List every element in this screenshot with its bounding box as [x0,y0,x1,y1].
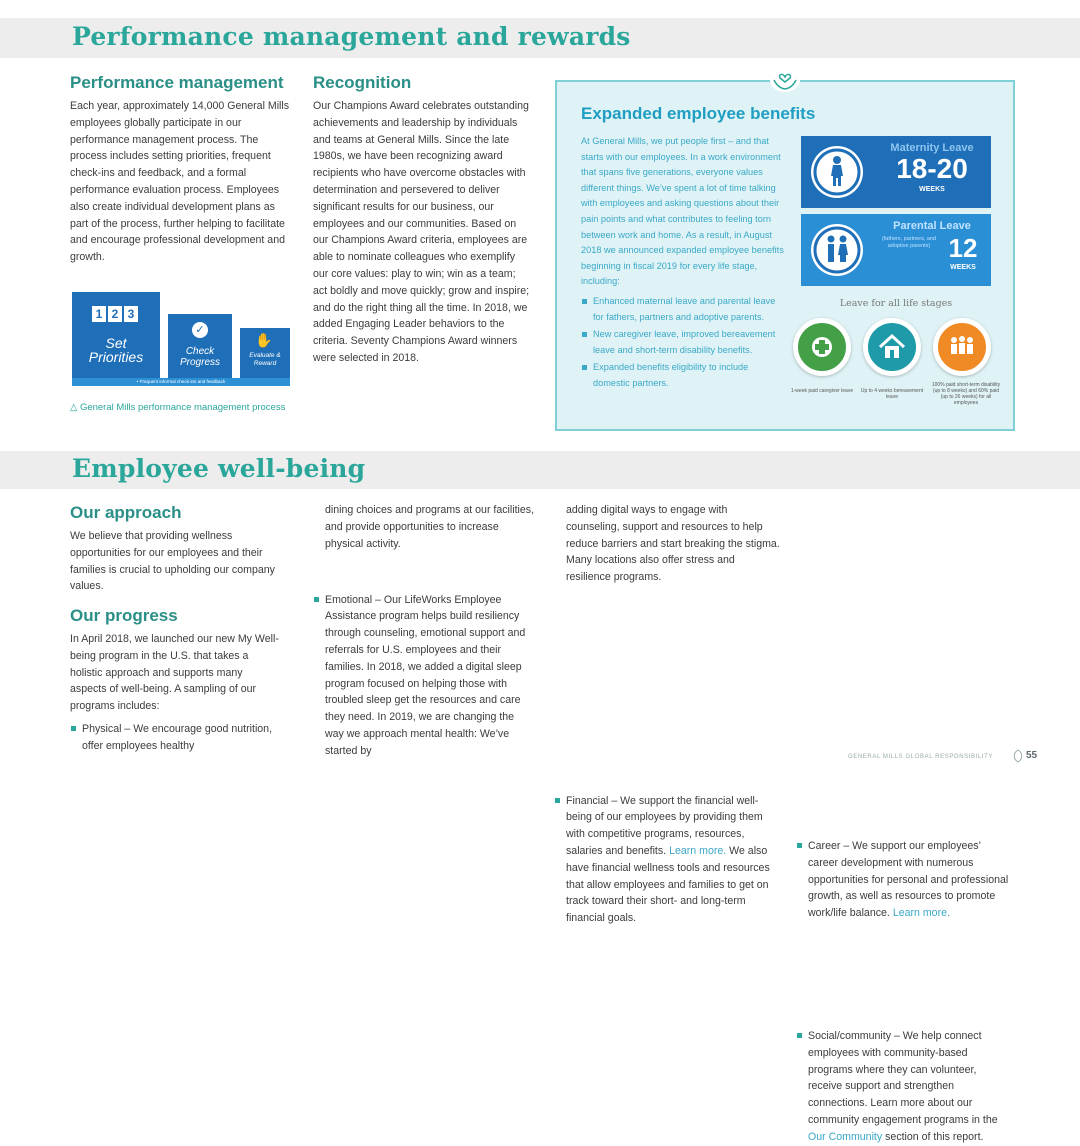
footer-text: GENERAL MILLS GLOBAL RESPONSIBILITY [848,754,993,760]
check-label-line1: Check [185,346,215,357]
number-tiles [92,306,138,322]
set-label-line1: Set [105,335,127,351]
life-stages-label: Leave for all life stages [839,298,953,309]
medical-cross-icon [793,318,851,376]
page-number: 55 [1026,750,1038,761]
emotional-continuation: adding digital ways to engage with counseling, support and resources to help reduce barriers and start breaking the stigma. Many locations also offer stress and resilience programs. [566,504,780,584]
set-priorities-label [72,336,160,364]
graphic-caption: △ General Mills performance management process [70,402,286,413]
heading-our-approach: Our approach [70,503,182,522]
benefits-bullet: Enhanced maternal leave and parental leave for fathers, partners and adoptive parents. [581,294,781,325]
evaluate-reward-card [240,328,290,382]
bullet-career [796,838,1010,922]
bullet-emotional: Emotional – Our LifeWorks Employee Assistance program helps build resiliency through counseling, emotional support and referrals for U.S. employees and their families. In 2018, we added a digital sleep program focused on helping those with troubled sleep get the resources and care they need. In 2019, we are changing the way we approach mental health: We’ve started by [313,592,535,760]
parental-value: 12 [948,233,978,263]
feedback-strip: • Frequent informal check-ins and feedback [72,378,290,386]
house-icon [863,318,921,376]
people-group-icon [933,318,991,376]
tile-2: 2 [108,306,122,322]
recognition-body: Our Champions Award celebrates outstanding achievements and leadership by individuals and teams at General Mills. Since the late 1980s, we have been recognizing award recipients who have overcome obstacles with determination and persevered to deliver significant results for our business, our employees and our communities. Based on our Champions Award criteria, employees are able to nominate colleagues who exemplify our core values: play to win; win as a team; act boldly and move quickly; grow and inspire; and do the right thing all the time. In 2018, we added Engaging Leader behaviors to the criteria. Seventy Champions Award winners were selected in 2018. [313,100,530,364]
career-learn-more-link[interactable]: Learn more. [892,907,950,920]
disability-caption: 100% paid short-term disability (up to 8 weeks) and 60% paid (up to 26 weeks) for all employees [931,382,1001,406]
parental-sub: (fathers, partners, and adoptive parents) [881,236,937,249]
progress-body: In April 2018, we launched our new My Well-being program in the U.S. that takes a holistic approach and supports many aspects of well-being. A sampling of our programs includes: [70,633,279,713]
section-title-wellbeing: Employee well-being [72,454,366,483]
check-progress-label [168,346,232,368]
social-text-cont: section of this report. [885,1130,984,1143]
benefits-box [555,80,1015,431]
section-title-performance: Performance management and rewards [72,22,631,51]
financial-text: Financial – We support the financial well-being of our employees by providing them with competitive programs, resources, salaries and benefits. [566,794,763,857]
financial-text-cont: We also have financial wellness tools and resources that allow employees and families to get on track toward their short- and long-term financial goals. [566,844,770,925]
maternity-label: Maternity Leave [890,142,974,154]
heading-recognition: Recognition [313,73,412,92]
tile-3: 3 [124,306,138,322]
evaluate-reward-label [240,352,290,368]
caregiver-caption: 1-week paid caregiver leave [790,388,854,394]
parental-icon-circle [811,224,863,276]
benefits-bullet-list [581,294,781,392]
heart-hands-icon [770,68,800,92]
set-label-line2: Priorities [88,349,144,365]
cross-inner [812,337,832,357]
parents-icon [811,224,863,276]
performance-body: Each year, approximately 14,000 General Mills employees globally participate in our performance management process. The process includes setting priorities, frequent check-ins and feedback, and a formal performance evaluation process. Employees also create individual development plans as part of the process, further helping to facilitate and encourage professional development and growth. [70,100,290,264]
benefits-bullet: Expanded benefits eligibility to include domestic partners. [581,360,781,391]
handshake-icon: ✋ [255,332,273,348]
bullet-social [796,1028,1010,1146]
check-icon: ✓ [192,322,208,338]
benefits-intro: At General Mills, we put people first – and that starts with our employees. In a work environment that spans five generations, everyone values different things. We’ve spent a lot of time talking with employees and asking questions about their pain points and what contributes to feeling torn between work and home. As a result, in August 2018 we announced expanded employee benefits beginning in fiscal 2019 for every life stage, including: [581,136,784,287]
bullet-financial [554,793,780,927]
maternity-value: 18-20 [896,153,968,184]
pregnant-woman-icon [811,146,863,198]
eval-label-line2: Reward [253,360,277,367]
financial-learn-more-link[interactable]: Learn more. [669,844,727,857]
maternity-leave-card [801,136,991,208]
tile-1: 1 [92,306,106,322]
parental-label: Parental Leave [893,220,971,232]
set-priorities-card [72,292,160,382]
physical-continuation: dining choices and programs at our facilities, and provide opportunities to increase physical activity. [325,504,535,550]
performance-process-graphic [72,290,292,390]
maternity-unit: WEEKS [919,186,945,193]
heading-our-progress: Our progress [70,606,178,625]
career-text: Career – We support our employees’ career development with numerous opportunities for personal and professional growth, as well as resources to promote work/life balance. [808,839,1009,920]
check-label-line2: Progress [179,357,220,368]
heading-performance-management: Performance management [70,73,284,92]
approach-body: We believe that providing wellness opportunities for our employees and their families is crucial to upholding our company values. [70,530,275,593]
parental-unit: WEEKS [950,264,976,271]
maternity-icon-circle [811,146,863,198]
bullet-physical: Physical – We encourage good nutrition, offer employees healthy [70,721,280,755]
leaf-icon [1012,749,1024,763]
check-progress-card [168,314,232,382]
social-text: Social/community – We help connect employees with community-based programs where they can volunteer, receive support and strengthen connections. Learn more about our community engagement programs in the [808,1029,998,1126]
bereavement-caption: Up to 4 weeks bereavement leave [860,388,924,400]
eval-label-line1: Evaluate & [249,352,281,359]
benefits-title: Expanded employee benefits [581,104,816,123]
our-community-link[interactable]: Our Community [808,1130,883,1143]
parental-leave-card [801,214,991,286]
benefits-bullet: New caregiver leave, improved bereavement leave and short-term disability benefits. [581,327,781,358]
